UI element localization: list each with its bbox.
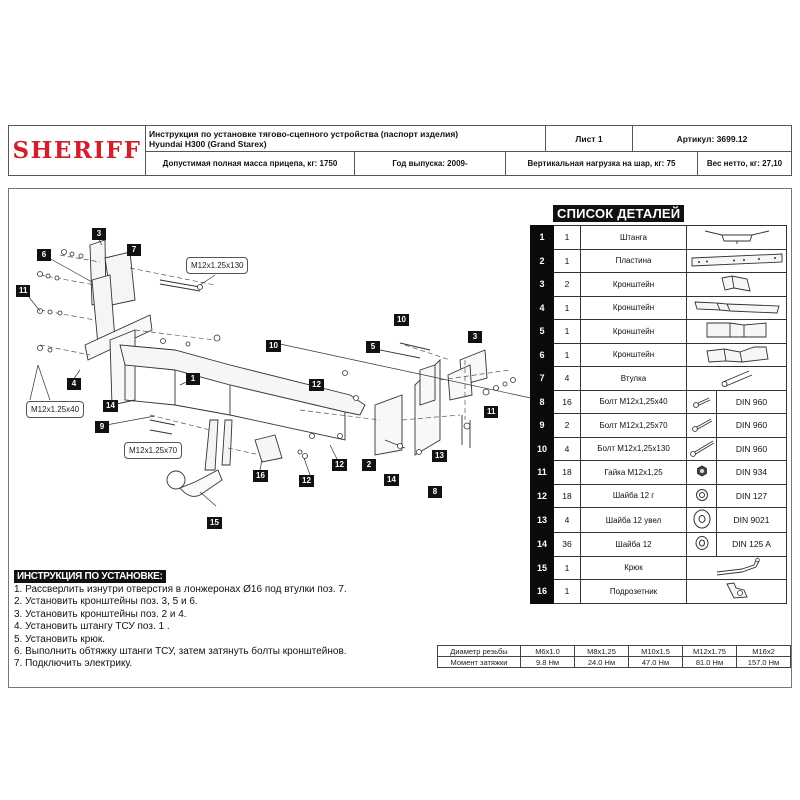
callout-part-3: 3 — [92, 228, 106, 240]
part-din: DIN 125 A — [717, 533, 787, 557]
part-name: Кронштейн — [581, 320, 687, 344]
part-number: 16 — [531, 580, 554, 604]
bolt-spec-bubble-40: M12x1.25x40 — [26, 401, 84, 418]
thread-size: М6х1.0 — [521, 646, 575, 657]
part-qty: 1 — [554, 556, 581, 580]
part-number: 7 — [531, 367, 554, 391]
torque-table — [437, 645, 791, 668]
callout-part-10: 10 — [266, 340, 281, 352]
table-row — [531, 343, 787, 367]
socket-bracket-icon — [687, 580, 787, 604]
table-row — [531, 390, 787, 414]
callout-part-1: 1 — [186, 373, 200, 385]
table-row — [531, 508, 787, 533]
part-name: Кронштейн — [581, 296, 687, 320]
part-number: 15 — [531, 556, 554, 580]
row-label: Момент затяжки — [438, 657, 521, 668]
callout-part-13: 13 — [432, 450, 447, 462]
callout-part-14: 14 — [103, 400, 118, 412]
part-qty: 4 — [554, 508, 581, 533]
table-row — [531, 414, 787, 438]
table-row — [531, 580, 787, 604]
table-row — [438, 646, 791, 657]
table-row — [531, 556, 787, 580]
bracket-z-icon — [687, 343, 787, 367]
sheriff-logo: SHERIFF — [12, 137, 142, 164]
instruction-step: 3. Установить кронштейны поз. 2 и 4. — [14, 608, 187, 620]
sheet-number: Лист 1 — [575, 133, 603, 144]
torque-value: 24.0 Нм — [575, 657, 629, 668]
part-qty: 2 — [554, 414, 581, 438]
part-qty: 1 — [554, 249, 581, 273]
instruction-step: 1. Рассверлить изнутри отверстия в лонжеронах Ø16 под втулки поз. 7. — [14, 584, 347, 595]
table-row — [438, 657, 791, 668]
table-row — [531, 296, 787, 320]
callout-part-9: 9 — [95, 421, 109, 433]
part-name: Штанга — [581, 226, 687, 250]
callout-part-10: 10 — [394, 314, 409, 326]
hook-icon — [687, 556, 787, 580]
part-name: Болт М12х1,25х130 — [581, 437, 687, 461]
thread-size: М16х2 — [737, 646, 791, 657]
part-qty: 2 — [554, 273, 581, 297]
instruction-step: 2. Установить кронштейны поз. 3, 5 и 6. — [14, 596, 198, 608]
row-label: Диаметр резьбы — [438, 646, 521, 657]
part-qty: 18 — [554, 461, 581, 485]
torque-value: 157.0 Нм — [737, 657, 791, 668]
part-number: 5 — [531, 320, 554, 344]
part-din: DIN 9021 — [717, 508, 787, 533]
torque-value: 47.0 Нм — [629, 657, 683, 668]
part-number: 2 — [531, 249, 554, 273]
washer-icon — [687, 533, 717, 557]
callout-part-12: 12 — [309, 379, 324, 391]
table-row — [531, 273, 787, 297]
callout-part-12: 12 — [332, 459, 347, 471]
part-name: Шайба 12 увел — [581, 508, 687, 533]
callout-part-11: 11 — [484, 406, 498, 418]
part-number: 12 — [531, 484, 554, 508]
instructions-title: ИНСТРУКЦИЯ ПО УСТАНОВКЕ: — [14, 570, 166, 583]
part-name: Крюк — [581, 556, 687, 580]
vertical-load: Вертикальная нагрузка на шар, кг: 75 — [527, 159, 676, 168]
part-number: 11 — [531, 461, 554, 485]
parts-list-title: СПИСОК ДЕТАЛЕЙ — [553, 205, 684, 222]
part-din: DIN 934 — [717, 461, 787, 485]
callout-part-15: 15 — [207, 517, 222, 529]
callout-part-5: 5 — [366, 341, 380, 353]
bracket-long-icon — [687, 296, 787, 320]
nut-icon — [687, 461, 717, 485]
part-name: Кронштейн — [581, 343, 687, 367]
part-number: 14 — [531, 533, 554, 557]
part-name: Втулка — [581, 367, 687, 391]
callout-part-2: 2 — [362, 459, 376, 471]
callout-part-7: 7 — [127, 244, 141, 256]
part-number: 6 — [531, 343, 554, 367]
part-din: DIN 960 — [717, 437, 787, 461]
installation-steps — [14, 584, 347, 671]
part-number: 4 — [531, 296, 554, 320]
callout-part-14: 14 — [384, 474, 399, 486]
part-name: Кронштейн — [581, 273, 687, 297]
callout-part-4: 4 — [67, 378, 81, 390]
parts-list-table — [530, 225, 787, 604]
net-weight: Вес нетто, кг: 27,10 — [706, 159, 783, 168]
part-qty: 16 — [554, 390, 581, 414]
thread-size: М8х1.25 — [575, 646, 629, 657]
part-name: Пластина — [581, 249, 687, 273]
table-row — [531, 367, 787, 391]
part-name: Болт М12х1,25х70 — [581, 414, 687, 438]
table-row — [531, 320, 787, 344]
table-row — [531, 437, 787, 461]
part-name: Болт М12х1,25х40 — [581, 390, 687, 414]
part-name: Гайка М12х1,25 — [581, 461, 687, 485]
bolt-long-icon — [687, 437, 717, 461]
callout-part-16: 16 — [253, 470, 268, 482]
table-row — [531, 484, 787, 508]
part-din: DIN 960 — [717, 390, 787, 414]
part-qty: 4 — [554, 367, 581, 391]
part-number: 9 — [531, 414, 554, 438]
part-qty: 1 — [554, 320, 581, 344]
part-number: 13 — [531, 508, 554, 533]
thread-size: М12х1.75 — [683, 646, 737, 657]
thread-size: М10х1.5 — [629, 646, 683, 657]
part-name: Подрозетник — [581, 580, 687, 604]
part-name: Шайба 12 — [581, 533, 687, 557]
part-din: DIN 127 — [717, 484, 787, 508]
table-row — [531, 249, 787, 273]
part-qty: 4 — [554, 437, 581, 461]
bracket-bent-icon — [687, 320, 787, 344]
callout-part-3: 3 — [468, 331, 482, 343]
part-qty: 1 — [554, 296, 581, 320]
callout-part-12: 12 — [299, 475, 314, 487]
part-qty: 1 — [554, 226, 581, 250]
document-title: Инструкция по установке тягово-сцепного устройства (паспорт изделия) — [149, 129, 459, 139]
torque-value: 81.0 Нм — [683, 657, 737, 668]
spring-washer-icon — [687, 484, 717, 508]
callout-part-6: 6 — [37, 249, 51, 261]
torque-value: 9.8 Нм — [521, 657, 575, 668]
part-number: 3 — [531, 273, 554, 297]
part-number: 10 — [531, 437, 554, 461]
tow-bar-icon — [687, 226, 787, 250]
part-din: DIN 960 — [717, 414, 787, 438]
large-washer-icon — [687, 508, 717, 533]
part-number: 8 — [531, 390, 554, 414]
bracket-angle-icon — [687, 273, 787, 297]
bolt-short-icon — [687, 390, 717, 414]
production-year: Год выпуска: 2009- — [392, 159, 468, 168]
bushing-icon — [687, 367, 787, 391]
vehicle-model: Hyundai H300 (Grand Starex) — [149, 139, 267, 149]
table-row — [531, 226, 787, 250]
instruction-step: 7. Подключить электрику. — [14, 658, 133, 670]
table-row — [531, 461, 787, 485]
instruction-step: 5. Установить крюк. — [14, 633, 105, 645]
plate-icon — [687, 249, 787, 273]
bolt-spec-bubble-70: M12x1.25x70 — [124, 442, 182, 459]
bolt-spec-bubble-130: M12x1.25x130 — [186, 257, 248, 274]
instruction-step: 4. Установить штангу ТСУ поз. 1 . — [14, 621, 170, 633]
part-qty: 18 — [554, 484, 581, 508]
part-qty: 1 — [554, 343, 581, 367]
table-row — [531, 533, 787, 557]
part-name: Шайба 12 г — [581, 484, 687, 508]
max-trailer-mass: Допустимая полная масса прицепа, кг: 1750 — [162, 159, 338, 168]
article-number: Артикул: 3699.12 — [676, 133, 748, 144]
callout-part-8: 8 — [428, 486, 442, 498]
part-qty: 36 — [554, 533, 581, 557]
part-qty: 1 — [554, 580, 581, 604]
bolt-medium-icon — [687, 414, 717, 438]
callout-part-11: 11 — [16, 285, 30, 297]
instruction-step: 6. Выполнить обтяжку штанги ТСУ, затем затянуть болты кронштейнов. — [14, 646, 347, 658]
part-number: 1 — [531, 226, 554, 250]
